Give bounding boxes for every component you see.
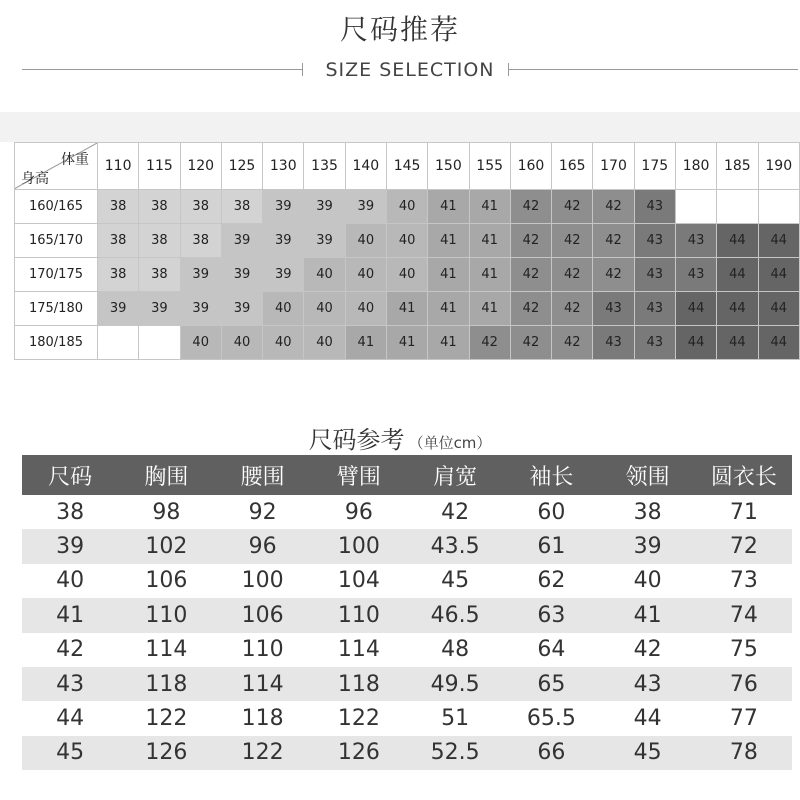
ref-row bbox=[22, 598, 792, 632]
size-cell: 42 bbox=[552, 224, 593, 258]
ref-header-cell: 圆衣长 bbox=[696, 455, 792, 495]
weight-header-150: 150 bbox=[428, 143, 469, 190]
size-cell: 40 bbox=[345, 292, 386, 326]
size-cell: 39 bbox=[180, 292, 221, 326]
size-cell: 41 bbox=[345, 326, 386, 360]
size-reference-title bbox=[0, 420, 800, 455]
weight-header-160: 160 bbox=[510, 143, 551, 190]
size-cell: 43 bbox=[634, 326, 675, 360]
size-cell: 38 bbox=[180, 224, 221, 258]
height-label: 160/165 bbox=[15, 190, 98, 224]
ref-cell: 76 bbox=[696, 667, 792, 701]
ref-cell: 45 bbox=[407, 564, 503, 598]
ref-cell: 45 bbox=[600, 736, 696, 770]
ref-cell: 73 bbox=[696, 564, 792, 598]
size-cell: 44 bbox=[758, 258, 800, 292]
size-cell: 42 bbox=[510, 258, 551, 292]
ref-cell: 52.5 bbox=[407, 736, 503, 770]
size-cell: 40 bbox=[304, 258, 345, 292]
size-cell: 40 bbox=[221, 326, 262, 360]
ref-cell: 114 bbox=[215, 667, 311, 701]
weight-header-190: 190 bbox=[758, 143, 800, 190]
ref-cell: 114 bbox=[118, 633, 214, 667]
weight-header-155: 155 bbox=[469, 143, 510, 190]
ref-cell: 65.5 bbox=[503, 701, 599, 735]
ref-cell: 60 bbox=[503, 495, 599, 529]
weight-header-180: 180 bbox=[675, 143, 716, 190]
size-cell: 44 bbox=[675, 292, 716, 326]
ref-cell: 118 bbox=[118, 667, 214, 701]
size-cell: 41 bbox=[428, 258, 469, 292]
ref-cell: 41 bbox=[22, 598, 118, 632]
ref-cell: 118 bbox=[311, 667, 407, 701]
ref-cell: 44 bbox=[600, 701, 696, 735]
size-cell: 44 bbox=[675, 326, 716, 360]
ref-row bbox=[22, 564, 792, 598]
ref-cell: 78 bbox=[696, 736, 792, 770]
size-cell: 41 bbox=[428, 190, 469, 224]
size-cell bbox=[98, 326, 139, 360]
ref-cell: 122 bbox=[311, 701, 407, 735]
size-cell bbox=[675, 190, 716, 224]
size-cell bbox=[758, 190, 800, 224]
size-cell: 42 bbox=[510, 224, 551, 258]
size-cell: 39 bbox=[221, 292, 262, 326]
size-cell: 38 bbox=[139, 190, 180, 224]
size-cell: 41 bbox=[428, 224, 469, 258]
size-cell: 42 bbox=[593, 224, 634, 258]
height-label: 170/175 bbox=[15, 258, 98, 292]
ref-row bbox=[22, 495, 792, 529]
ref-cell: 110 bbox=[215, 633, 311, 667]
size-reference-table bbox=[22, 455, 792, 770]
ref-cell: 110 bbox=[118, 598, 214, 632]
ref-cell: 38 bbox=[22, 495, 118, 529]
ref-cell: 39 bbox=[600, 529, 696, 563]
size-cell bbox=[139, 326, 180, 360]
ref-cell: 100 bbox=[311, 529, 407, 563]
ref-cell: 61 bbox=[503, 529, 599, 563]
size-row bbox=[15, 224, 800, 258]
size-cell bbox=[717, 190, 758, 224]
weight-header-110: 110 bbox=[98, 143, 139, 190]
ref-row bbox=[22, 667, 792, 701]
weight-header-175: 175 bbox=[634, 143, 675, 190]
height-label: 165/170 bbox=[15, 224, 98, 258]
size-cell: 42 bbox=[593, 190, 634, 224]
size-cell: 40 bbox=[386, 258, 427, 292]
weight-header-145: 145 bbox=[386, 143, 427, 190]
weight-header-165: 165 bbox=[552, 143, 593, 190]
weight-header-120: 120 bbox=[180, 143, 221, 190]
ref-cell: 72 bbox=[696, 529, 792, 563]
size-row bbox=[15, 292, 800, 326]
ref-cell: 92 bbox=[215, 495, 311, 529]
ref-cell: 96 bbox=[215, 529, 311, 563]
unit-label: （单位cm） bbox=[408, 434, 492, 452]
size-cell: 39 bbox=[263, 224, 304, 258]
ref-row bbox=[22, 701, 792, 735]
ref-cell: 110 bbox=[311, 598, 407, 632]
ref-cell: 102 bbox=[118, 529, 214, 563]
size-cell: 38 bbox=[221, 190, 262, 224]
size-cell: 39 bbox=[98, 292, 139, 326]
size-cell: 39 bbox=[263, 258, 304, 292]
size-cell: 42 bbox=[510, 292, 551, 326]
size-cell: 41 bbox=[428, 326, 469, 360]
ref-cell: 96 bbox=[311, 495, 407, 529]
ref-row bbox=[22, 633, 792, 667]
ref-cell: 44 bbox=[22, 701, 118, 735]
ref-row bbox=[22, 736, 792, 770]
size-cell: 43 bbox=[634, 190, 675, 224]
ref-cell: 126 bbox=[311, 736, 407, 770]
size-cell: 43 bbox=[634, 292, 675, 326]
height-label: 180/185 bbox=[15, 326, 98, 360]
size-cell: 39 bbox=[221, 224, 262, 258]
size-cell: 42 bbox=[469, 326, 510, 360]
divider-right bbox=[508, 69, 798, 70]
weight-header-130: 130 bbox=[263, 143, 304, 190]
ref-cell: 126 bbox=[118, 736, 214, 770]
ref-cell: 65 bbox=[503, 667, 599, 701]
size-recommendation-table bbox=[14, 142, 800, 360]
ref-cell: 114 bbox=[311, 633, 407, 667]
ref-cell: 51 bbox=[407, 701, 503, 735]
size-cell: 38 bbox=[139, 224, 180, 258]
size-cell: 42 bbox=[510, 326, 551, 360]
size-cell: 41 bbox=[469, 190, 510, 224]
size-cell: 42 bbox=[552, 258, 593, 292]
ref-cell: 98 bbox=[118, 495, 214, 529]
size-row bbox=[15, 258, 800, 292]
size-cell: 44 bbox=[758, 292, 800, 326]
ref-cell: 40 bbox=[600, 564, 696, 598]
ref-cell: 49.5 bbox=[407, 667, 503, 701]
size-cell: 38 bbox=[98, 190, 139, 224]
size-cell: 39 bbox=[304, 190, 345, 224]
ref-cell: 43.5 bbox=[407, 529, 503, 563]
size-cell: 43 bbox=[634, 224, 675, 258]
weight-header-140: 140 bbox=[345, 143, 386, 190]
size-cell: 44 bbox=[717, 326, 758, 360]
size-cell: 44 bbox=[717, 224, 758, 258]
ref-header-cell: 尺码 bbox=[22, 455, 118, 495]
size-cell: 41 bbox=[386, 326, 427, 360]
size-cell: 44 bbox=[758, 224, 800, 258]
size-row bbox=[15, 326, 800, 360]
size-cell: 41 bbox=[386, 292, 427, 326]
size-cell: 43 bbox=[675, 258, 716, 292]
ref-cell: 43 bbox=[600, 667, 696, 701]
size-cell: 40 bbox=[386, 224, 427, 258]
size-cell: 42 bbox=[552, 326, 593, 360]
size-cell: 40 bbox=[180, 326, 221, 360]
ref-cell: 42 bbox=[22, 633, 118, 667]
ref-cell: 104 bbox=[311, 564, 407, 598]
size-cell: 39 bbox=[345, 190, 386, 224]
page-title: 尺码推荐 bbox=[339, 13, 460, 46]
ref-header-cell: 臂围 bbox=[311, 455, 407, 495]
size-row bbox=[15, 190, 800, 224]
weight-axis-label: 体重 bbox=[61, 152, 89, 168]
ref-header-cell: 腰围 bbox=[215, 455, 311, 495]
top-band bbox=[0, 112, 800, 142]
size-cell: 40 bbox=[345, 224, 386, 258]
size-cell: 42 bbox=[593, 258, 634, 292]
size-cell: 39 bbox=[304, 224, 345, 258]
size-cell: 43 bbox=[593, 326, 634, 360]
ref-header-cell: 袖长 bbox=[503, 455, 599, 495]
size-cell: 39 bbox=[180, 258, 221, 292]
size-cell: 41 bbox=[469, 258, 510, 292]
height-label: 175/180 bbox=[15, 292, 98, 326]
ref-cell: 122 bbox=[215, 736, 311, 770]
size-cell: 42 bbox=[552, 190, 593, 224]
ref-cell: 66 bbox=[503, 736, 599, 770]
ref-cell: 77 bbox=[696, 701, 792, 735]
size-cell: 38 bbox=[98, 258, 139, 292]
height-axis-label: 身高 bbox=[21, 171, 49, 187]
size-cell: 40 bbox=[345, 258, 386, 292]
ref-cell: 42 bbox=[600, 633, 696, 667]
size-reference-heading: 尺码参考 bbox=[308, 426, 405, 454]
size-cell: 43 bbox=[593, 292, 634, 326]
ref-cell: 45 bbox=[22, 736, 118, 770]
size-cell: 39 bbox=[263, 190, 304, 224]
ref-cell: 43 bbox=[22, 667, 118, 701]
page-subtitle: SIZE SELECTION bbox=[325, 59, 495, 81]
ref-cell: 42 bbox=[407, 495, 503, 529]
size-cell: 38 bbox=[180, 190, 221, 224]
size-cell: 40 bbox=[263, 326, 304, 360]
ref-cell: 46.5 bbox=[407, 598, 503, 632]
size-cell: 43 bbox=[675, 224, 716, 258]
weight-header-170: 170 bbox=[593, 143, 634, 190]
ref-cell: 38 bbox=[600, 495, 696, 529]
size-cell: 38 bbox=[139, 258, 180, 292]
ref-cell: 122 bbox=[118, 701, 214, 735]
size-cell: 44 bbox=[758, 326, 800, 360]
size-cell: 40 bbox=[304, 326, 345, 360]
ref-cell: 74 bbox=[696, 598, 792, 632]
ref-header-cell: 胸围 bbox=[118, 455, 214, 495]
size-cell: 42 bbox=[552, 292, 593, 326]
ref-cell: 106 bbox=[118, 564, 214, 598]
ref-cell: 71 bbox=[696, 495, 792, 529]
ref-cell: 48 bbox=[407, 633, 503, 667]
ref-cell: 106 bbox=[215, 598, 311, 632]
ref-cell: 64 bbox=[503, 633, 599, 667]
size-cell: 41 bbox=[469, 224, 510, 258]
ref-cell: 39 bbox=[22, 529, 118, 563]
size-cell: 42 bbox=[510, 190, 551, 224]
subtitle-row bbox=[22, 58, 798, 84]
ref-header-cell: 领围 bbox=[600, 455, 696, 495]
corner-cell bbox=[15, 143, 98, 190]
ref-row bbox=[22, 529, 792, 563]
size-cell: 44 bbox=[717, 292, 758, 326]
weight-header-185: 185 bbox=[717, 143, 758, 190]
weight-header-135: 135 bbox=[304, 143, 345, 190]
size-cell: 40 bbox=[386, 190, 427, 224]
size-cell: 38 bbox=[98, 224, 139, 258]
size-cell: 39 bbox=[139, 292, 180, 326]
size-cell: 39 bbox=[221, 258, 262, 292]
size-cell: 41 bbox=[469, 292, 510, 326]
ref-cell: 63 bbox=[503, 598, 599, 632]
size-cell: 43 bbox=[634, 258, 675, 292]
weight-header-115: 115 bbox=[139, 143, 180, 190]
ref-cell: 40 bbox=[22, 564, 118, 598]
ref-cell: 41 bbox=[600, 598, 696, 632]
weight-header-125: 125 bbox=[221, 143, 262, 190]
ref-cell: 62 bbox=[503, 564, 599, 598]
ref-cell: 118 bbox=[215, 701, 311, 735]
ref-cell: 75 bbox=[696, 633, 792, 667]
ref-cell: 100 bbox=[215, 564, 311, 598]
size-cell: 44 bbox=[717, 258, 758, 292]
size-cell: 41 bbox=[428, 292, 469, 326]
size-cell: 40 bbox=[304, 292, 345, 326]
ref-header-cell: 肩宽 bbox=[407, 455, 503, 495]
size-cell: 40 bbox=[263, 292, 304, 326]
corner-diagonal-header bbox=[15, 143, 97, 189]
